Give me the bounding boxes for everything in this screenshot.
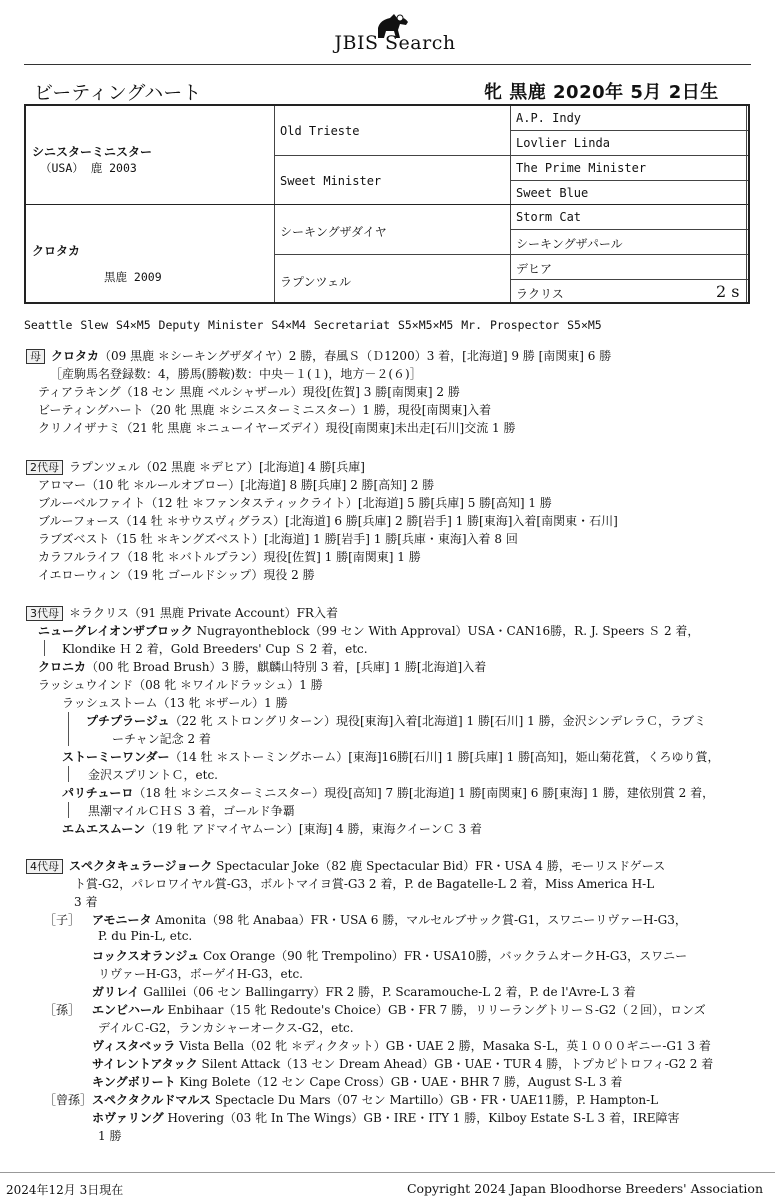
second-dam-foal-5[interactable]: カラフルライフ（18 牝 ＊バトルプラン）現役[佐賀] 1 勝[南関東] 1 勝 [38,550,421,564]
third-dam-grand-3-name[interactable]: パリチューロ [62,786,134,800]
section-tag-2nd-dam: 2代母 [26,460,63,475]
sss[interactable]: A.P. Indy [516,111,582,125]
dam-produce-summary: ［産駒馬名登録数：4，勝馬(勝鞍)数：中央－１(１)，地方－２(６)］ [50,367,422,381]
second-dam-record[interactable]: ラプンツェル（02 黒鹿 ＊デヒア）[北海道] 4 勝[兵庫] [69,460,365,474]
third-dam-foal-2-name[interactable]: クロニカ [38,660,87,674]
pedigree-table [24,104,750,304]
grand-3-name[interactable]: サイレントアタック [92,1057,198,1071]
third-dam-grand-4-record: （19 牝 アドマイヤムーン）[東海] 4 勝，東海クイーンＣ 3 着 [145,822,482,836]
dam-foal-3[interactable]: クリノイザナミ（21 牝 黒鹿 ＊ニューイヤーズデイ）現役[南関東]未出走[石川]交流 1 勝 [38,421,516,435]
child-1-name[interactable]: アモニータ [92,913,152,927]
child-1-record: Amonita（98 牝 Anabaa）FR・USA 6 勝，マルセルブサック賞-G1，スワニーリヴァーH-G3， [155,913,687,927]
third-dam-grand-3-cont: 黒潮マイルＣＨＳ 3 着，ゴールド争覇 [88,804,295,818]
child-2-cont: リヴァーH-G3，ボーゲイH-G3，etc. [98,967,303,981]
second-dam-foal-1[interactable]: アロマー（10 牝 ＊ルールオブロー）[北海道] 8 勝[兵庫] 2 勝[高知] 2 勝 [38,478,435,492]
grand-3-record: Silent Attack（13 セン Dream Ahead）GB・UAE・TUR 4 勝，トプカピトロフィ-G2 2 着 [201,1057,714,1071]
dam-foal-1[interactable]: ティアラキング（18 セン 黒鹿 ベルシャザール）現役[佐賀] 3 勝[南関東] 2 勝 [38,385,460,399]
dam-name-link[interactable]: クロタカ [51,349,100,363]
section-tag-4th-dam: 4代母 [26,859,63,874]
label-grandchild: ［孫］ [44,1003,81,1017]
grand-4-name[interactable]: キングボリート [92,1075,176,1089]
third-dam-foal-1-name[interactable]: ニューグレイオンザブロック [38,624,193,638]
fourth-dam-name[interactable]: スペクタキュラージョーク [69,859,213,873]
dam-dam[interactable]: ラプンツェル [280,275,352,289]
third-dam-foal-3[interactable]: ラッシュウインド（08 牝 ＊ワイルドラッシュ）1 勝 [38,678,323,692]
grand-1-name[interactable]: エンビハール [92,1003,164,1017]
third-dam-foal-1-record: Nugrayontheblock（99 セン With Approval）USA・CAN16勝，R. J. Speers Ｓ 2 着， [196,624,700,638]
ddd[interactable]: ラクリス [516,287,564,301]
third-dam-foal-2-record: （00 牝 Broad Brush）3 勝，麒麟山特別 3 着，[兵庫] 1 勝[北海道]入着 [86,660,487,674]
third-dam-ggrand-1-cont: ーチャン記念 2 着 [112,732,211,746]
third-dam-grand-1[interactable]: ラッシュストーム（13 牝 ＊ザール）1 勝 [62,696,288,710]
label-child: ［子］ [44,913,81,927]
dds[interactable]: デヒア [516,262,553,276]
child-2-name[interactable]: コックスオランジュ [92,949,200,963]
dam-foal-2[interactable]: ビーティングハート（20 牝 黒鹿 ＊シニスターミニスター）1 勝，現役[南関東]入着 [38,403,492,417]
dam-detail: 黒鹿 2009 [104,270,162,284]
sire-dam[interactable]: Sweet Minister [280,174,382,188]
footer-divider [0,1172,775,1173]
third-dam-grand-3-record: （18 牡 ＊シニスターミニスター）現役[高知] 7 勝[北海道] 1 勝[南関東] 6 勝[東海] 1 勝，建依別賞 2 着， [133,786,715,800]
child-3-name[interactable]: ガリレイ [92,985,140,999]
ggrand-1-record: Spectacle Du Mars（07 セン Martillo）GB・FR・UAE11勝，P. Hampton-L [214,1093,659,1107]
third-dam-grand-4-name[interactable]: エムエスムーン [62,822,146,836]
jbis-logo[interactable] [0,8,775,56]
footer-copyright: Copyright 2024 Japan Bloodhorse Breeders' Association [406,1181,763,1196]
label-great-grandchild: ［曾孫］ [44,1093,93,1107]
logo-text: JBIS Search [334,32,456,54]
third-dam-record[interactable]: ＊ラクリス（91 黒鹿 Private Account）FR入着 [69,606,338,620]
dam-record: （09 黒鹿 ＊シーキングザダイヤ）2 勝，春風Ｓ（Ｄ1200）3 着，[北海道] 9 勝 [南関東] 6 勝 [99,349,612,363]
third-dam-ggrand-1-record: （22 牝 ストロングリターン）現役[東海]入着[北海道] 1 勝[石川] 1 勝，金沢シンデレラＣ，ラブミ [169,714,707,728]
ggrand-2-cont: 1 勝 [98,1129,122,1143]
child-2-record: Cox Orange（90 牝 Trempolino）FR・USA10勝，バックラムオークH-G3，スワニー [202,949,688,963]
dsd[interactable]: シーキングザパール [516,237,623,251]
third-dam-foal-1-cont: Klondike Ｈ 2 着，Gold Breeders' Cup Ｓ 2 着，etc. [62,642,368,656]
footer-date: 2024年12月 3日現在 [6,1183,124,1197]
second-dam-foal-2[interactable]: ブルーベルファイト（12 牡 ＊ファンタスティックライト）[北海道] 5 勝[兵庫] 5 勝[高知] 1 勝 [38,496,552,510]
header-divider [24,64,751,65]
child-1-cont: P. du Pin-L, etc. [98,929,193,943]
sds[interactable]: The Prime Minister [516,161,647,175]
third-dam-grand-2-record: （14 牡 ＊ストーミングホーム）[東海]16勝[石川] 1 勝[兵庫] 1 勝[高知]，姫山菊花賞，くろゆり賞， [169,750,720,764]
grand-4-record: King Bolete（12 セン Cape Cross）GB・UAE・BHR 7 勝，August S-L 3 着 [179,1075,623,1089]
grand-1-cont: デイルＣ-G2，ランカシャーオークス-G2，etc. [98,1021,354,1035]
section-tag-dam: 母 [26,349,45,364]
dam-name[interactable]: クロタカ [32,244,81,258]
sire-name[interactable]: シニスターミニスター [32,145,153,159]
grand-2-record: Vista Bella（02 牝 ＊ディクタット）GB・UAE 2 勝，Masaka S-L，英１０００ギニー-G1 3 着 [179,1039,711,1053]
horse-info: 牝 黒鹿 2020年 5月 2日生 [484,82,719,103]
second-dam-foal-4[interactable]: ラブズベスト（15 牡 ＊キングズベスト）[北海道] 1 勝[岩手] 1 勝[兵庫・東海]入着 8 回 [38,532,518,546]
grand-1-record: Enbihaar（15 牝 Redoute's Choice）GB・FR 7 勝，リリーラングトリーＳ-G2（２回），ロンズ [167,1003,706,1017]
fourth-dam-record: Spectacular Joke（82 鹿 Spectacular Bid）FR・USA 4 勝，モーリスドゲース [216,859,666,873]
dss[interactable]: Storm Cat [516,210,582,224]
family-number: 2 s [716,282,740,301]
sdd[interactable]: Sweet Blue [516,186,589,200]
sire-sire[interactable]: Old Trieste [280,124,360,138]
inbreeding-info: Seattle Slew S4×M5 Deputy Minister S4×M4 Secretariat S5×M5×M5 Mr. Prospector S5×M5 [24,318,602,332]
ggrand-2-record: Hovering（03 牝 In The Wings）GB・IRE・ITY 1 勝，Kilboy Estate S-L 3 着，IRE障害 [167,1111,680,1125]
second-dam-foal-3[interactable]: ブルーフォース（14 牡 ＊サウスヴィグラス）[北海道] 6 勝[兵庫] 2 勝[岩手] 1 勝[東海]入着[南関東・石川] [38,514,618,528]
horse-name: ビーティングハート [34,82,202,104]
dam-sire[interactable]: シーキングザダイヤ [280,225,387,239]
third-dam-grand-2-name[interactable]: ストーミーワンダー [62,750,170,764]
grand-2-name[interactable]: ヴィスタベッラ [92,1039,176,1053]
second-dam-foal-6[interactable]: イエローウィン（19 牝 ゴールドシップ）現役 2 勝 [38,568,315,582]
fourth-dam-record-cont-1: ト賞-G2，パレロワイヤル賞-G3，ボルトマイヨ賞-G3 2 着，P. de Bagatelle-L 2 着，Miss America H-L [74,877,655,891]
ggrand-2-name[interactable]: ホヴァリング [92,1111,164,1125]
child-3-record: Gallilei（06 セン Ballingarry）FR 2 勝，P. Scaramouche-L 2 着，P. de l'Avre-L 3 着 [143,985,636,999]
fourth-dam-record-cont-2: 3 着 [74,895,98,909]
sire-detail: （USA） 鹿 2003 [40,161,137,175]
third-dam-grand-2-cont: 金沢スプリントＣ，etc. [88,768,218,782]
third-dam-ggrand-1-name[interactable]: プチプラージュ [86,714,170,728]
ggrand-1-name[interactable]: スペクタクルドマルス [92,1093,212,1107]
section-tag-3rd-dam: 3代母 [26,606,63,621]
ssd[interactable]: Lovlier Linda [516,136,610,150]
